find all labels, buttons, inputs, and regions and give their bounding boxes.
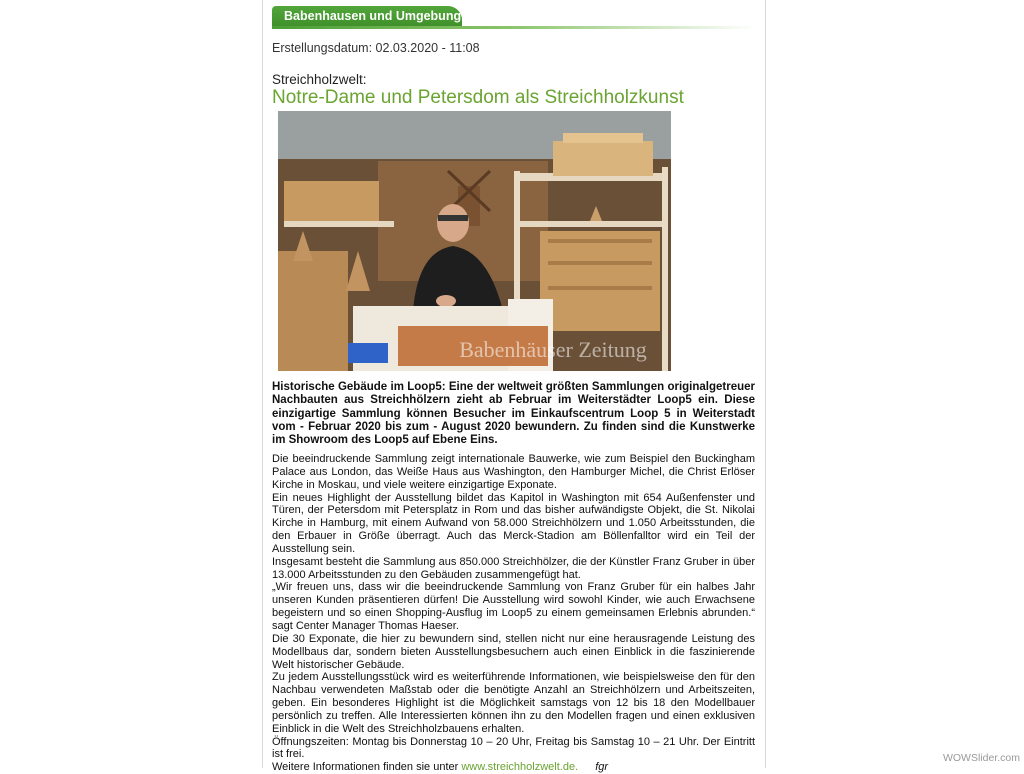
body-paragraph: Ein neues Highlight der Ausstellung bildet das Kapitol in Washington mit 654 Außenfenster und Türen, der Petersdom mit Petersplatz in Rom und das bisher aufwändigste Objekt, die St. Nikolai Kirche in Hamburg, mit einem Aufwand von 58.000 Streichhölzern und 1.050 Arbeitsstunden, die den Erbauer in Größe überragt. Auch das Merck-Stadion am Böllenfalltor wird ein Teil der Ausstellung sein. [272, 491, 755, 555]
photo-illustration [278, 111, 671, 371]
section-divider [272, 26, 756, 29]
creation-date [272, 41, 480, 55]
article-page [262, 0, 766, 774]
body-paragraph: Öffnungszeiten: Montag bis Donnerstag 10 – 20 Uhr, Freitag bis Samstag 10 – 21 Uhr. Der Eintritt ist frei. [272, 735, 755, 761]
body-paragraph: „Wir freuen uns, dass wir die beeindruckende Sammlung von Franz Gruber für ein halbes Jahr unseren Kunden präsentieren dürfen! Die Ausstellung wird sowohl Kinder, wie auch Erwachsene begeistern und so einen Shopping-Ausflug im Loop5 zu einem gemeinsamen Erlebnis abrunden.“ sagt Center Manager Thomas Haeser. [272, 581, 755, 632]
photo-watermark: Babenhäuser Zeitung [459, 337, 647, 362]
body-paragraph: Die beeindruckende Sammlung zeigt internationale Bauwerke, wie zum Beispiel den Buckingham Palace aus London, das Weiße Haus aus Washington, den Hamburger Michel, die Christ Erlöser Kirche in Moskau, und viele weitere einzigartige Exponate. [272, 453, 755, 491]
wowslider-credit[interactable]: WOWSlider.com [942, 752, 1020, 764]
article-photo [278, 111, 671, 371]
body-paragraph: Die 30 Exponate, die hier zu bewundern sind, stellen nicht nur eine herausragende Leistung des Modellbaus dar, sondern bieten Ausstellungsbesuchern auch einen Einblick in die faszinierende Welt historischer Gebäude. [272, 632, 755, 671]
article-body [272, 453, 755, 774]
body-paragraph: Zu jedem Ausstellungsstück wird es weiterführende Informationen, wie beispielsweise den für den Nachbau verwendeten Maßstab oder die benötigte Anzahl an Streichhölzern und Arbeitszeiten, geben. Ein besonderes Highlight ist die Möglichkeit samstags von 12 bis 18 den Modellbauer persönlich zu treffen. Alle Interessierten können ihn zu den Modellen fragen und einen exklusiven Einblick in die Welt des Streichholzbauens erhalten. [272, 671, 755, 735]
article-headline: Notre-Dame und Petersdom als Streichholzkunst [272, 87, 684, 108]
created-label: Erstellungsdatum: [272, 41, 373, 55]
article-kicker: Streichholzwelt: [272, 72, 367, 87]
section-tab[interactable]: Babenhausen und Umgebung [272, 6, 462, 27]
body-paragraph: Insgesamt besteht die Sammlung aus 850.000 Streichhölzer, die der Künstler Franz Gruber in über 13.000 Arbeitsstunden zu den Gebäuden zusammengefügt hat. [272, 555, 755, 581]
created-value: 02.03.2020 - 11:08 [375, 41, 480, 55]
more-info-prefix: Weitere Informationen finden sie unter [272, 761, 459, 774]
more-info-link[interactable]: www.streichholzwelt.de. [461, 761, 579, 774]
author-initials: fgr [595, 761, 609, 774]
article-lead: Historische Gebäude im Loop5: Eine der weltweit größten Sammlungen originalgetreuer Nachbauten aus Streichhölzern zieht ab Februar im Weiterstädter Loop5 ein. Diese einzigartige Sammlung können Besucher im Einkaufscentrum Loop 5 in Weiterstadt vom - Februar 2020 bis zum - August 2020 bewundern. Zu finden sind die Kunstwerke im Showroom des Loop5 auf Ebene Eins. [272, 381, 755, 447]
